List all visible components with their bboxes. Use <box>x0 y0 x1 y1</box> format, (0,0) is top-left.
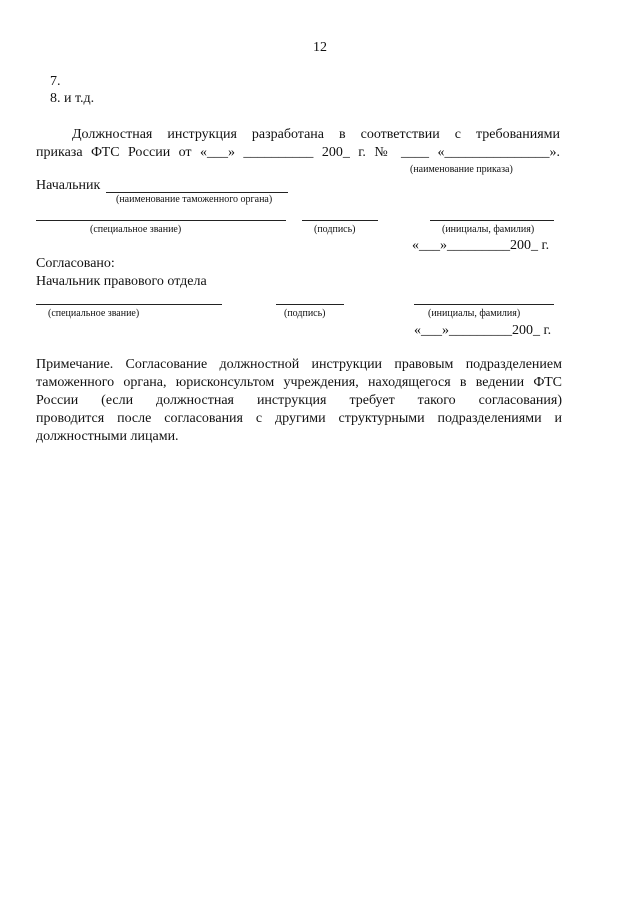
approval-name-line <box>414 304 554 305</box>
approval-heading: Согласовано: <box>36 256 115 271</box>
list-item-8: 8. и т.д. <box>50 91 95 106</box>
note-line-1: Примечание. Согласование должностной инструкции правовым подразделением <box>36 357 562 372</box>
approval-rank-line <box>36 304 222 305</box>
approval-caption-name: (инициалы, фамилия) <box>428 308 521 319</box>
note-line-3: России (если должностная инструкция требует такого согласования) <box>36 393 562 408</box>
chief-label: Начальник <box>36 178 101 193</box>
intro-line-1: Должностная инструкция разработана в соответствии с требованиями <box>72 127 560 142</box>
caption-rank: (специальное звание) <box>90 224 182 235</box>
approval-label: Начальник правового отдела <box>36 274 207 289</box>
rank-line <box>36 220 286 221</box>
intro-paragraph <box>36 126 560 162</box>
approval-signature-line <box>276 304 344 305</box>
name-line <box>430 220 554 221</box>
caption-order-name: (наименование приказа) <box>410 164 513 175</box>
chief-date: «___»_________200_ г. <box>412 238 550 253</box>
note-paragraph <box>36 356 562 446</box>
signature-line <box>302 220 378 221</box>
approval-caption-signature: (подпись) <box>284 308 326 319</box>
note-line-5: должностными лицами. <box>36 429 179 444</box>
caption-customs-body: (наименование таможенного органа) <box>116 194 273 205</box>
approval-caption-rank: (специальное звание) <box>48 308 140 319</box>
intro-line-2: приказа ФТС России от «___» __________ 200_ г. № ____ «_______________». <box>36 145 560 160</box>
customs-body-line <box>106 192 288 193</box>
caption-name: (инициалы, фамилия) <box>442 224 535 235</box>
page-number: 12 <box>313 40 327 55</box>
list-item-7: 7. <box>50 74 61 89</box>
note-line-4: проводится после согласования с другими структурными подразделениями и <box>36 411 562 426</box>
note-line-2: таможенного органа, юрисконсультом учреждения, находящегося в ведении ФТС <box>36 375 562 390</box>
caption-signature: (подпись) <box>314 224 356 235</box>
approval-date: «___»_________200_ г. <box>414 323 552 338</box>
